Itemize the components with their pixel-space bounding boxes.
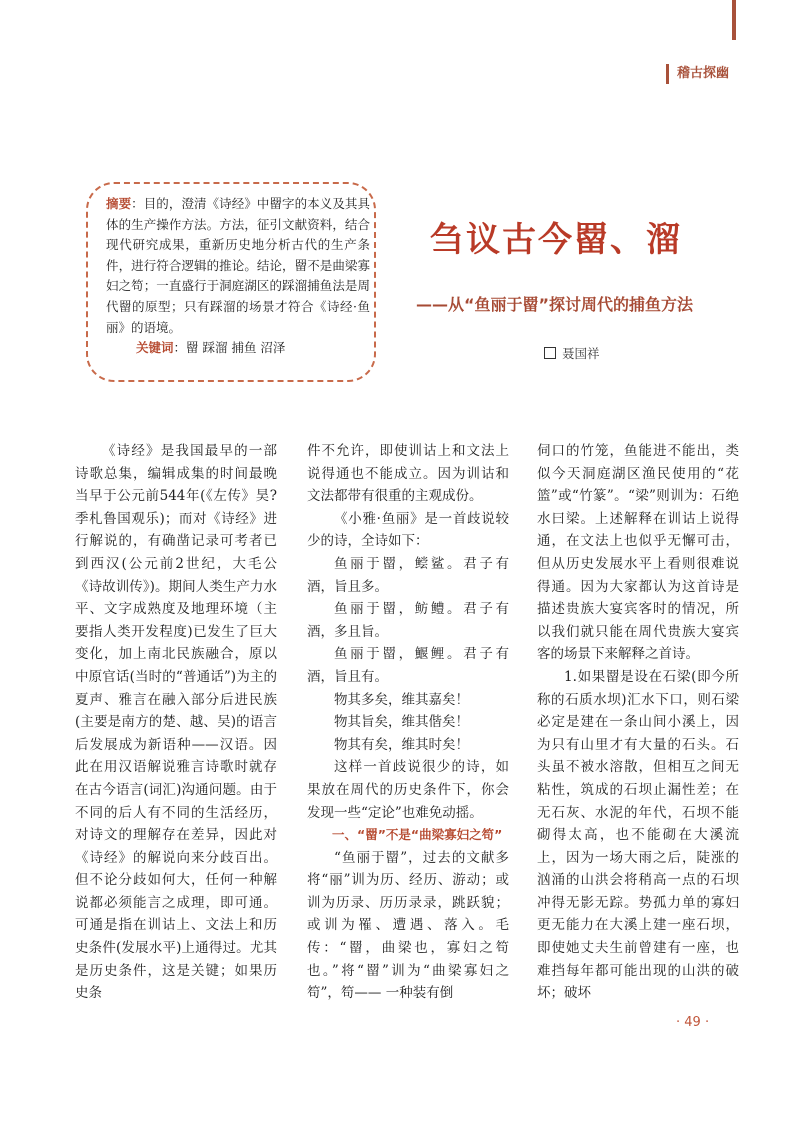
paragraph: 《诗经》是我国最早的一部诗歌总集，编辑成集的时间最晚当早于公元前544年(《左传》昊?季札鲁国观乐)；而对《诗经》进行解说的，有确凿记录可考者已到西汉(公元前2世纪，大毛公《诗故训传》)。期间人类生产力水平、文字成熟度及地理环境（主要指人类开发程度)已发生了巨大变化，加上南北民族融合，原以中原官话(当时的“普通话”)为主的夏声、雅言在融入部分后进民族(主要是南方的楚、越、吴)的语言后发展成为新语种——汉语。因此在用汉语解说雅言诗歌时就存在古今语言(词汇)沟通问题。由于不同的后人有不同的生活经历，对诗文的理解存在差异，因此对《诗经》的解说向来分歧百出。但不论分歧如何大，任何一种解说都必须能言之成理，即可通。可通是指在训诂上、文法上和历史条件(发展水平)上通得过。尤其是历史条件，这是关键；如果历史条 [75,443,277,1002]
paragraph: 伺口的竹笼，鱼能进不能出，类似今天洞庭湖区渔民使用的“花篮”或“竹篆”。“梁”则训为：石绝水曰梁。上述解释在训诂上说得通，在文法上也似乎无懈可击，但从历史发展水平上看则很难说得通。因为大家都认为这首诗是描述贵族大宴宾客时的情况，所以我们就只能在周代贵族大宴宾客的场景下来解释之首诗。 [537,443,739,663]
article-title: 刍议古今罶、溜 [430,220,682,260]
abstract-text: ：目的，澄清《诗经》中罶字的本义及其具体的生产操作方法。方法，征引文献资料，结合现代研究成果，重新历史地分析古代的生产条件，进行符合逻辑的推论。结论，罶不是曲梁寡妇之笱；一直盛行于洞庭湖区的踩溜捕鱼法是周代罶的原型；只有踩溜的场景才符合《诗经·鱼丽》的语境。 [106,196,370,335]
paragraph: 《小雅·鱼丽》是一首歧说较少的诗，全诗如下： [307,510,509,550]
keywords [136,338,374,358]
column-2 [307,440,509,1005]
poem-line: 物其多矣，维其嘉矣！ [334,691,469,708]
poem-line: 物其旨矣，维其偕矣！ [334,714,469,731]
poem-line: 鱼丽于罶，鲿鲨。君子有酒，旨且多。 [307,555,509,595]
abstract-label: 摘要 [106,196,132,211]
author-name: 聂国祥 [562,346,600,361]
page-number: · 49 · [676,1015,710,1030]
header-rule [732,0,736,40]
keywords-text: ：罶 踩溜 捕鱼 沼泽 [173,340,286,356]
abstract [106,194,370,338]
section-heading: 一、“罶”不是“曲梁寡妇之笱” [332,827,503,843]
author-marker-icon [544,347,556,359]
abstract-box [86,182,376,382]
poem-line: 鱼丽于罶，鰋鲤。君子有酒，旨且有。 [307,646,509,685]
keywords-label: 关键词 [136,340,174,356]
column-3 [537,440,739,1005]
paragraph: 件不允许，即使训诂上和文法上说得通也不能成立。因为训诂和文法都带有很重的主观成份。 [307,443,509,505]
poem-line: 鱼丽于罶，鲂鳢。君子有酒，多且旨。 [307,601,509,640]
article-subtitle: ——从“鱼丽于罶”探讨周代的捕鱼方法 [416,295,694,314]
poem-line: 物其有矣，维其时矣！ [334,736,469,753]
paragraph: 这样一首歧说很少的诗，如果放在周代的历史条件下，你会发现一些“定论”也难免动摇。 [307,759,509,821]
column-1 [75,440,277,1005]
section-tag: 稽古探幽 [666,64,777,84]
paragraph: “鱼丽于罶”，过去的文献多将“丽”训为历、经历、游动；或训为历录、历历录录，跳跃貌；或训为罹、遭遇、落入。毛传：“罶，曲梁也，寡妇之笱也。”将“罶”训为“曲梁寡妇之笱”，笱—— 一种装有倒 [307,849,509,1002]
author-line [544,344,600,362]
paragraph: 1.如果罶是设在石梁(即今所称的石质水坝)汇水下口，则石梁必定是建在一条山间小溪上，因为只有山里才有大量的石头。石头虽不被水溶散，但相互之间无粘性，筑成的石坝止漏性差；在无石灰、水泥的年代，石坝不能砌得太高，也不能砌在大溪流上，因为一场大雨之后，陡涨的汹涌的山洪会将稍高一点的石坝冲得无影无踪。势孤力单的寡妇更无能力在大溪上建一座石坝，即使她丈夫生前曾建有一座，也难挡每年都可能出现的山洪的破坏；破坏 [537,668,739,1002]
